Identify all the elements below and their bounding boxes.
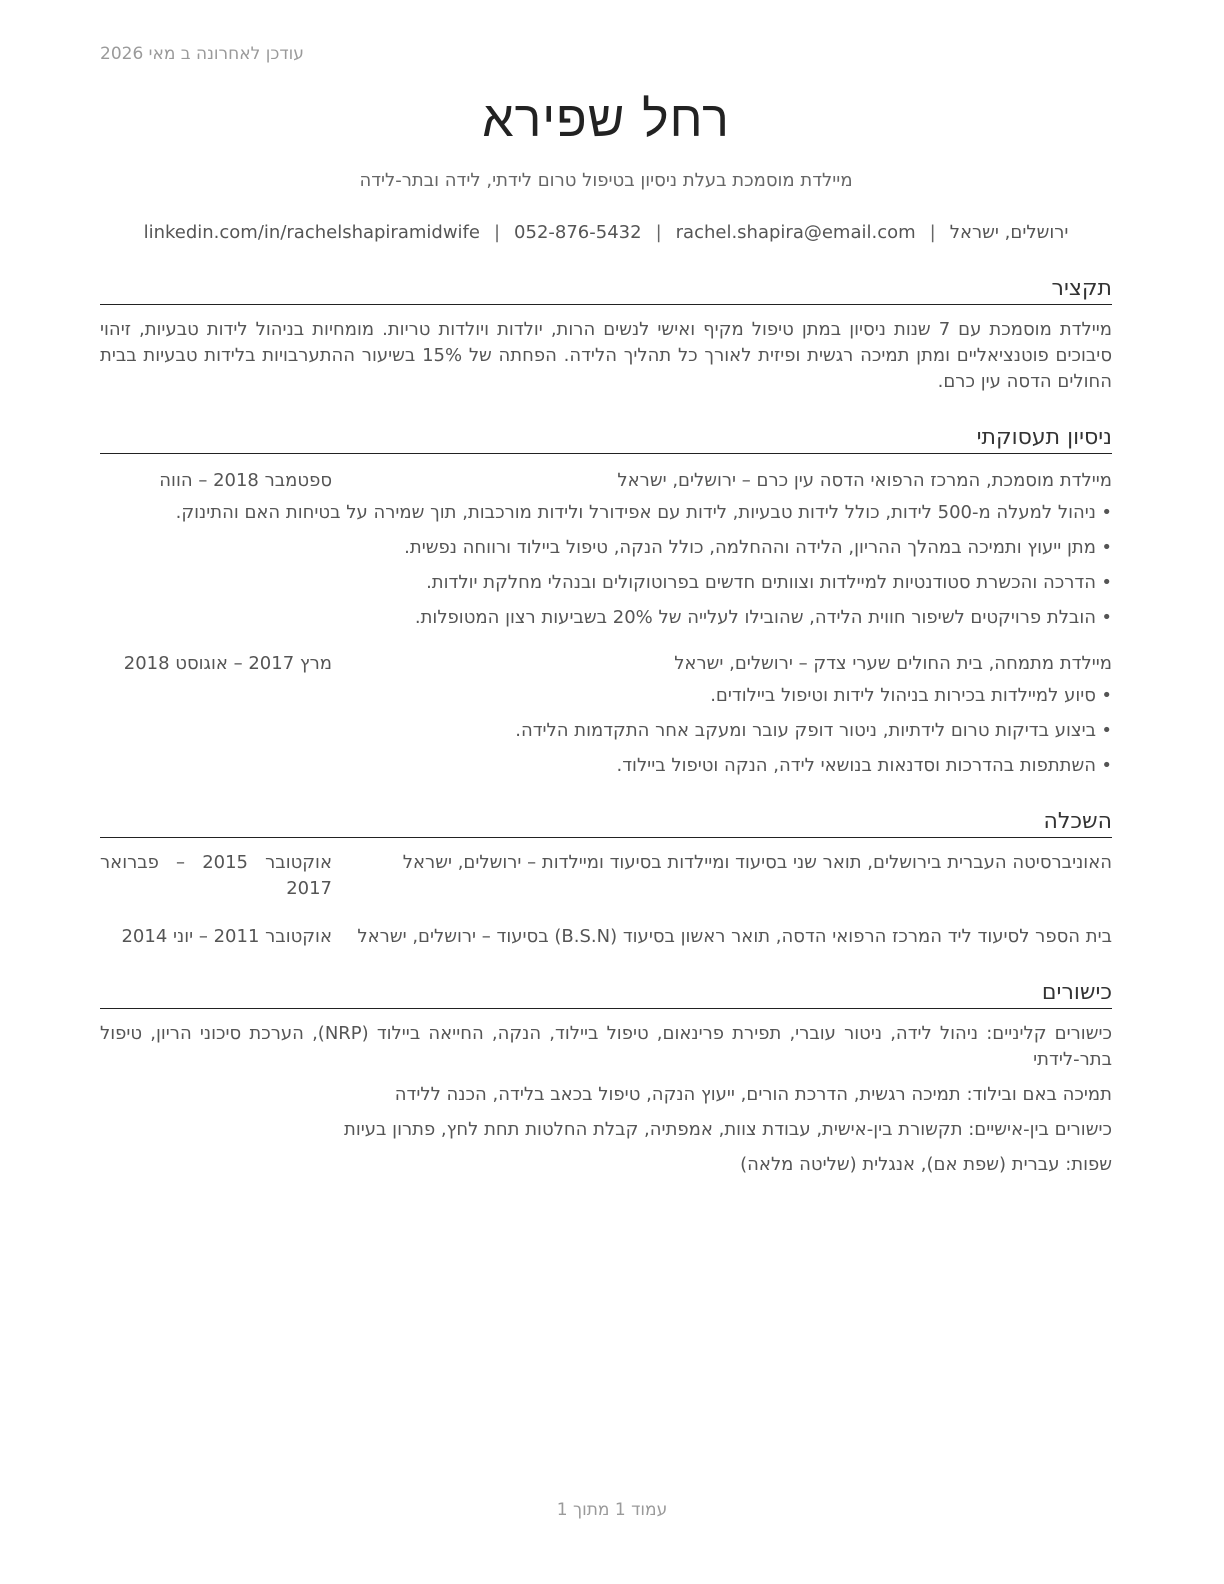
job-entry [100,651,1112,779]
contact-email[interactable]: rachel.shapira@email.com [675,222,916,243]
contact-location: ירושלים, ישראל [949,222,1069,243]
skills-list [100,1021,1112,1178]
job-title: מיילדת מוסמכת, המרכז הרפואי הדסה עין כרם – ירושלים, ישראל [617,470,1112,491]
summary-heading: תקציר [100,274,1112,305]
page-footer: עמוד 1 מתוך 1 [556,1500,668,1520]
resume-page [100,88,1112,1187]
skills-line: תמיכה באם ובילוד: תמיכה רגשית, הדרכת הורים, ייעוץ הנקה, טיפול בכאב בלידה, הכנה ללידה [394,1084,1112,1105]
job-bullet: • הובלת פרויקטים לשיפור חווית הלידה, שהובילו לעלייה של 20% בשביעות רצון המטופלות. [100,605,1112,631]
candidate-name: רחל שפירא [482,90,730,148]
job-bullets [100,500,1112,631]
job-bullet: • מתן ייעוץ ותמיכה במהלך ההריון, הלידה וההחלמה, כולל הנקה, טיפול ביילוד ורווחה נפשית. [100,535,1112,561]
skills-heading: כישורים [100,978,1112,1009]
job-bullet: • סיוע למיילדות בכירות בניהול לידות וטיפול ביילודים. [100,683,1112,709]
skills-line: שפות: עברית (שפת אם), אנגלית (שליטה מלאה) [740,1154,1112,1175]
education-heading: השכלה [100,807,1112,838]
experience-heading: ניסיון תעסוקתי [100,423,1112,454]
contact-linkedin[interactable]: linkedin.com/in/rachelshapiramidwife [143,222,480,243]
job-dates: ספטמבר 2018 – הווה [159,470,332,491]
contact-separator: | [655,222,662,243]
job-bullet: • השתתפות בהדרכות וסדנאות בנושאי לידה, הנקה וטיפול ביילוד. [100,753,1112,779]
job-bullet: • ביצוע בדיקות טרום לידתיות, ניטור דופק עובר ומעקב אחר התקדמות הלידה. [100,718,1112,744]
last-updated: עודכן לאחרונה ב מאי 2026 [100,44,304,64]
education-dates: אוקטובר 2015 – פברואר 2017 [100,852,332,899]
job-bullet: • ניהול למעלה מ-500 לידות, כולל לידות טבעיות, לידות עם אפידורל ולידות מורכבות, תוך שמירה על בטיחות האם והתינוק. [100,500,1112,526]
job-entry [100,468,1112,631]
contact-separator: | [929,222,936,243]
education-entry [100,850,1112,902]
job-bullets [100,683,1112,779]
skills-line: כישורים בין-אישיים: תקשורת בין-אישית, עבודת צוות, אמפתיה, קבלת החלטות תחת לחץ, פתרון בעיות [344,1119,1112,1140]
contact-separator: | [493,222,501,243]
contact-phone[interactable]: 052-876-5432 [514,222,642,243]
summary-text: מיילדת מוסמכת עם 7 שנות ניסיון במתן טיפול מקיף ואישי לנשים הרות, יולדות ויולדות טריות. מומחיות בניהול לידות טבעיות, זיהוי סיבוכים פוטנציאליים ומתן תמיכה רגשית ופיזית לאורך כל תהליך הלידה. הפחתה של 15% בשיעור ההתערבויות בלידות טבעיות בבית החולים הדסה עין כרם. [100,319,1113,392]
candidate-subtitle: מיילדת מוסמכת בעלת ניסיון בטיפול טרום לידתי, לידה ובתר-לידה [359,170,853,191]
job-dates: מרץ 2017 – אוגוסט 2018 [123,653,332,674]
education-dates: אוקטובר 2011 – יוני 2014 [121,926,332,947]
skills-line: כישורים קליניים: ניהול לידה, ניטור עוברי, תפירת פרינאום, טיפול ביילוד, הנקה, החייאה ביילוד (NRP), הערכת סיכוני הריון, טיפול בתר-לידתי [100,1023,1112,1070]
job-title: מיילדת מתמחה, בית החולים שערי צדק – ירושלים, ישראל [674,653,1112,674]
education-title: בית הספר לסיעוד ליד המרכז הרפואי הדסה, תואר ראשון בסיעוד (B.S.N) בסיעוד – ירושלים, ישראל [357,926,1112,947]
job-bullet: • הדרכה והכשרת סטודנטיות למיילדות וצוותים חדשים בפרוטוקולים ובנהלי מחלקת יולדות. [100,570,1112,596]
contact-line [100,220,1112,246]
education-title: האוניברסיטה העברית בירושלים, תואר שני בסיעוד ומיילדות בסיעוד ומיילדות – ירושלים, ישראל [402,852,1112,873]
education-entry [100,924,1112,950]
